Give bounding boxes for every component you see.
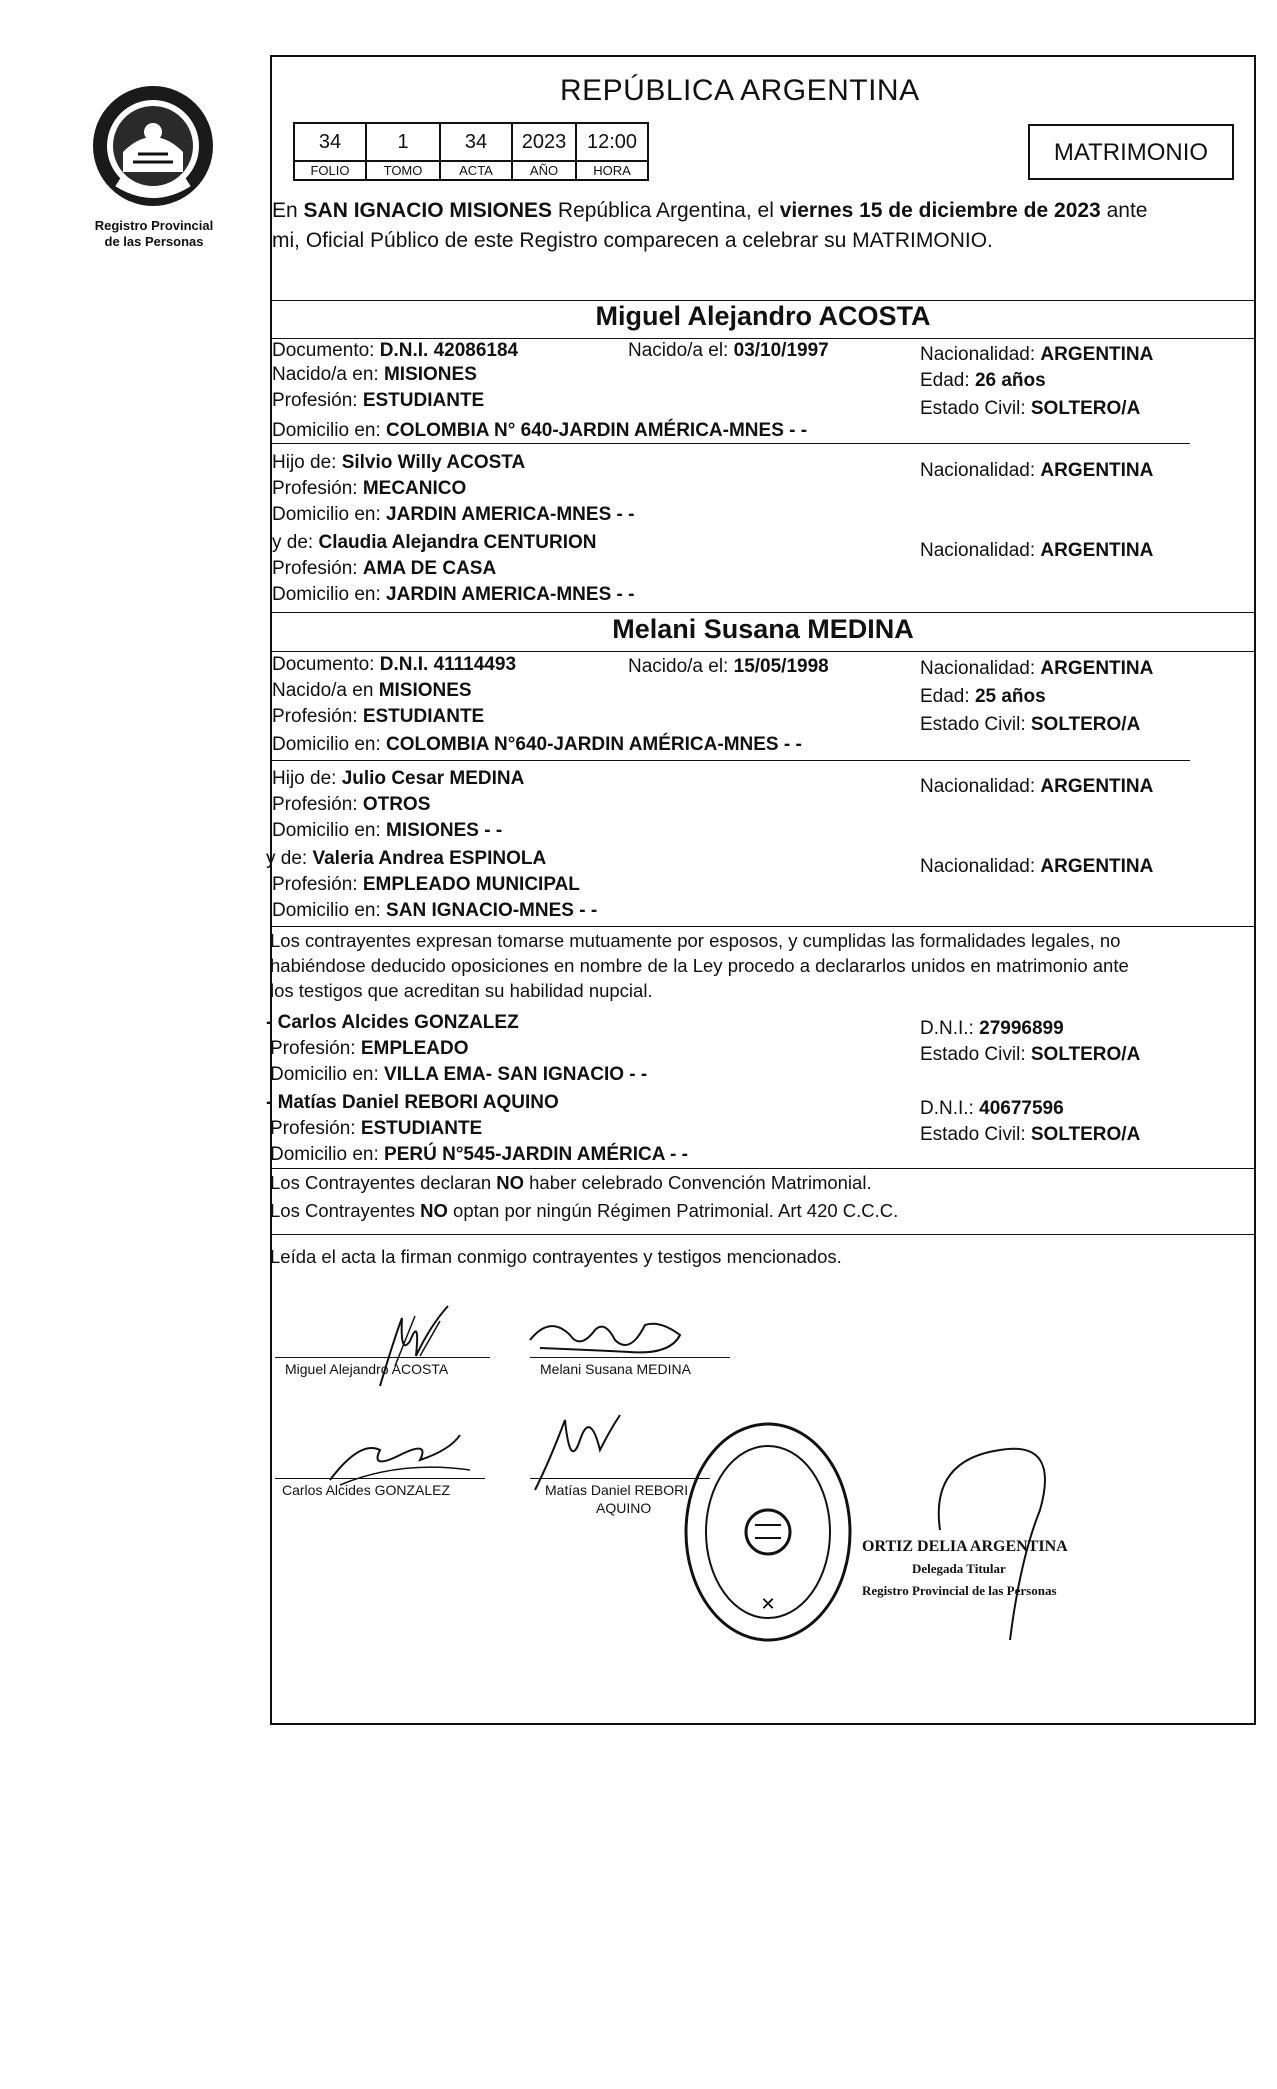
registry-logo bbox=[78, 82, 228, 217]
field-value: 25 años bbox=[974, 686, 1046, 707]
witness2-signature-label-1: Matías Daniel REBORI bbox=[545, 1482, 689, 1498]
page-title: REPÚBLICA ARGENTINA bbox=[560, 74, 920, 107]
field-value: ARGENTINA bbox=[1040, 658, 1154, 679]
hora-label: HORA bbox=[576, 161, 648, 180]
field-label: Profesión: bbox=[272, 794, 363, 815]
bride-mother-nat bbox=[920, 854, 1153, 879]
text-bold: NO bbox=[420, 1200, 448, 1221]
field-label: Hijo de: bbox=[272, 768, 342, 789]
witness1-prof bbox=[270, 1036, 469, 1061]
bride-born bbox=[628, 654, 829, 679]
field-label: Nacionalidad: bbox=[920, 460, 1041, 481]
witness1-dni bbox=[920, 1016, 1064, 1041]
field-value: SOLTERO/A bbox=[1030, 1044, 1141, 1065]
field-label: Estado Civil: bbox=[920, 1124, 1031, 1145]
field-label: Domicilio en: bbox=[272, 734, 387, 755]
text-bold: NO bbox=[496, 1172, 524, 1193]
logo-label-line2: de las Personas bbox=[104, 234, 204, 249]
field-label: Domicilio en: bbox=[272, 900, 387, 921]
field-label: Nacido/a en: bbox=[272, 364, 384, 385]
field-value: Julio Cesar MEDINA bbox=[341, 768, 525, 789]
field-label: Domicilio en: bbox=[272, 584, 387, 605]
declaration-line3: los testigos que acreditan su habilidad nupcial. bbox=[270, 980, 653, 1001]
witness2-signature-label-2: AQUINO bbox=[596, 1500, 652, 1516]
hora-value: 12:00 bbox=[576, 123, 648, 161]
divider bbox=[270, 443, 1190, 444]
witness2-name bbox=[266, 1090, 559, 1115]
field-value: SOLTERO/A bbox=[1030, 1124, 1141, 1145]
text: haber celebrado Convención Matrimonial. bbox=[524, 1172, 872, 1193]
field-value: JARDIN AMERICA-MNES - - bbox=[386, 584, 635, 605]
field-value: ESTUDIANTE bbox=[362, 390, 485, 411]
text: Los Contrayentes declaran bbox=[270, 1172, 497, 1193]
field-label: Nacionalidad: bbox=[920, 856, 1041, 877]
bride-father-addr bbox=[272, 818, 502, 843]
field-label: D.N.I.: bbox=[920, 1098, 980, 1119]
field-label: y de: bbox=[266, 848, 313, 869]
declaration-line2: habiéndose deducido oposiciones en nombre de la Ley procedo a declararlos unidos en matrimonio ante bbox=[270, 955, 1129, 976]
divider bbox=[270, 926, 1256, 927]
witness2-prof bbox=[270, 1116, 482, 1141]
field-value: - Matías Daniel REBORI AQUINO bbox=[266, 1092, 559, 1113]
field-value: ESTUDIANTE bbox=[360, 1118, 483, 1139]
field-label: Nacido/a el: bbox=[628, 340, 734, 361]
signature-line bbox=[530, 1357, 730, 1358]
officer-block bbox=[862, 1536, 1068, 1602]
bride-father-prof bbox=[272, 792, 430, 817]
registry-table bbox=[293, 122, 649, 181]
field-value: D.N.I. 42086184 bbox=[379, 340, 519, 361]
intro-line1 bbox=[272, 196, 1252, 226]
field-label: Edad: bbox=[920, 686, 975, 707]
text: optan por ningún Régimen Patrimonial. Art 420 C.C.C. bbox=[447, 1200, 899, 1221]
field-value: ESTUDIANTE bbox=[362, 706, 485, 727]
official-stamp-icon bbox=[680, 1420, 860, 1650]
convention-line1 bbox=[270, 1170, 872, 1195]
witness1-signature-label: Carlos Alcides GONZALEZ bbox=[282, 1482, 451, 1498]
intro-paragraph bbox=[272, 196, 1252, 256]
bride-mother-addr bbox=[272, 898, 597, 923]
divider bbox=[270, 1234, 1256, 1235]
groom-father bbox=[272, 450, 525, 475]
field-value: SOLTERO/A bbox=[1030, 714, 1141, 735]
witness1-addr bbox=[270, 1062, 647, 1087]
field-label: Domicilio en: bbox=[272, 420, 387, 441]
field-value: ARGENTINA bbox=[1040, 460, 1154, 481]
field-label: Profesión: bbox=[270, 1038, 361, 1059]
divider bbox=[270, 760, 1190, 761]
tomo-label: TOMO bbox=[366, 161, 440, 180]
field-label: Documento: bbox=[272, 340, 380, 361]
field-value: EMPLEADO MUNICIPAL bbox=[362, 874, 580, 895]
field-label: Profesión: bbox=[272, 558, 363, 579]
declaration-paragraph bbox=[270, 928, 1256, 1003]
intro-place: SAN IGNACIO MISIONES bbox=[303, 199, 553, 222]
field-label: Nacido/a en bbox=[272, 680, 379, 701]
groom-nat bbox=[920, 342, 1153, 367]
field-label: Edad: bbox=[920, 370, 975, 391]
groom-name-header: Miguel Alejandro ACOSTA bbox=[595, 301, 931, 331]
field-value: ARGENTINA bbox=[1040, 776, 1154, 797]
groom-mother-prof bbox=[272, 556, 496, 581]
field-value: MECANICO bbox=[362, 478, 467, 499]
intro-text-a: En bbox=[272, 199, 304, 222]
officer-name: ORTIZ DELIA ARGENTINA bbox=[862, 1538, 1068, 1555]
groom-prof bbox=[272, 388, 484, 413]
divider bbox=[270, 612, 1256, 613]
witness2-addr bbox=[270, 1142, 688, 1167]
declaration-line1: Los contrayentes expresan tomarse mutuamente por esposos, y cumplidas las formalidades legales, no bbox=[270, 930, 1121, 951]
field-label: Nacionalidad: bbox=[920, 344, 1041, 365]
field-value: 15/05/1998 bbox=[733, 656, 829, 677]
field-label: D.N.I.: bbox=[920, 1018, 980, 1039]
folio-value: 34 bbox=[294, 123, 366, 161]
bride-civil bbox=[920, 712, 1140, 737]
bride-father bbox=[272, 766, 524, 791]
logo-label-line1: Registro Provincial bbox=[94, 218, 214, 233]
groom-signature-label: Miguel Alejandro ACOSTA bbox=[285, 1361, 449, 1377]
field-value: AMA DE CASA bbox=[362, 558, 497, 579]
anio-value: 2023 bbox=[512, 123, 576, 161]
witness1-name bbox=[266, 1010, 519, 1035]
bride-birthplace bbox=[272, 678, 472, 703]
field-label: Profesión: bbox=[270, 1118, 361, 1139]
groom-addr bbox=[272, 418, 807, 443]
field-value: D.N.I. 41114493 bbox=[379, 654, 517, 675]
signature-line bbox=[275, 1357, 490, 1358]
intro-line2: mi, Oficial Público de este Registro comparecen a celebrar su MATRIMONIO. bbox=[272, 229, 993, 252]
groom-age bbox=[920, 368, 1046, 393]
bride-addr bbox=[272, 732, 802, 757]
convention-line2 bbox=[270, 1198, 898, 1223]
field-value: - Carlos Alcides GONZALEZ bbox=[266, 1012, 519, 1033]
field-value: Silvio Willy ACOSTA bbox=[341, 452, 526, 473]
field-value: Claudia Alejandra CENTURION bbox=[318, 532, 597, 553]
field-value: 26 años bbox=[974, 370, 1046, 391]
field-value: SOLTERO/A bbox=[1030, 398, 1141, 419]
divider bbox=[270, 1168, 1256, 1169]
field-value: ARGENTINA bbox=[1040, 856, 1154, 877]
field-value: EMPLEADO bbox=[360, 1038, 469, 1059]
closing-text: Leída el acta la firman conmigo contrayentes y testigos mencionados. bbox=[270, 1246, 842, 1267]
field-label: Estado Civil: bbox=[920, 398, 1031, 419]
groom-doc bbox=[272, 338, 518, 363]
groom-mother-addr bbox=[272, 582, 634, 607]
bride-doc bbox=[272, 652, 516, 677]
text: Los Contrayentes bbox=[270, 1200, 421, 1221]
bride-name-header: Melani Susana MEDINA bbox=[612, 614, 914, 644]
field-value: OTROS bbox=[362, 794, 431, 815]
field-value: ARGENTINA bbox=[1040, 344, 1154, 365]
field-value: 40677596 bbox=[979, 1098, 1064, 1119]
anio-label: AÑO bbox=[512, 161, 576, 180]
witness1-signature-icon bbox=[320, 1400, 480, 1490]
bride-father-nat bbox=[920, 774, 1153, 799]
field-value: SAN IGNACIO-MNES - - bbox=[386, 900, 598, 921]
field-label: Nacionalidad: bbox=[920, 776, 1041, 797]
field-label: Domicilio en: bbox=[272, 504, 387, 525]
field-label: Profesión: bbox=[272, 874, 363, 895]
field-value: MISIONES - - bbox=[386, 820, 503, 841]
field-value: 27996899 bbox=[979, 1018, 1064, 1039]
field-label: Documento: bbox=[272, 654, 380, 675]
groom-mother-nat bbox=[920, 538, 1153, 563]
acta-value: 34 bbox=[440, 123, 512, 161]
groom-civil bbox=[920, 396, 1140, 421]
field-label: Profesión: bbox=[272, 390, 363, 411]
officer-role: Delegada Titular bbox=[912, 1561, 1006, 1576]
field-value: Valeria Andrea ESPINOLA bbox=[312, 848, 547, 869]
groom-born bbox=[628, 338, 829, 363]
intro-date: viernes 15 de diciembre de 2023 bbox=[779, 199, 1101, 222]
signature-line bbox=[275, 1478, 485, 1479]
field-label: Profesión: bbox=[272, 478, 363, 499]
groom-signature-icon bbox=[340, 1296, 490, 1406]
bride-age bbox=[920, 684, 1046, 709]
witness2-civil bbox=[920, 1122, 1140, 1147]
field-value: ARGENTINA bbox=[1040, 540, 1154, 561]
groom-father-prof bbox=[272, 476, 466, 501]
field-value: VILLA EMA- SAN IGNACIO - - bbox=[384, 1064, 648, 1085]
bride-mother-prof bbox=[272, 872, 580, 897]
folio-label: FOLIO bbox=[294, 161, 366, 180]
field-value: MISIONES bbox=[378, 680, 472, 701]
officer-signature-icon bbox=[920, 1400, 1080, 1650]
groom-father-addr bbox=[272, 502, 634, 527]
field-label: Domicilio en: bbox=[270, 1064, 385, 1085]
groom-father-nat bbox=[920, 458, 1153, 483]
field-value: PERÚ N°545-JARDIN AMÉRICA - - bbox=[384, 1144, 688, 1165]
witness2-dni bbox=[920, 1096, 1064, 1121]
field-value: JARDIN AMERICA-MNES - - bbox=[386, 504, 635, 525]
field-label: Domicilio en: bbox=[270, 1144, 385, 1165]
tomo-value: 1 bbox=[366, 123, 440, 161]
record-type-box: MATRIMONIO bbox=[1028, 124, 1234, 180]
field-label: Estado Civil: bbox=[920, 714, 1031, 735]
field-value: 03/10/1997 bbox=[733, 340, 829, 361]
bride-mother bbox=[266, 846, 546, 871]
misiones-seal-icon bbox=[78, 82, 228, 212]
groom-mother bbox=[272, 530, 597, 555]
field-value: COLOMBIA N°640-JARDIN AMÉRICA-MNES - - bbox=[386, 734, 802, 755]
field-value: COLOMBIA N° 640-JARDIN AMÉRICA-MNES - - bbox=[386, 420, 808, 441]
field-label: y de: bbox=[272, 532, 319, 553]
field-label: Hijo de: bbox=[272, 452, 342, 473]
officer-office: Registro Provincial de las Personas bbox=[862, 1583, 1057, 1598]
svg-text:✕: ✕ bbox=[760, 1594, 776, 1614]
field-label: Domicilio en: bbox=[272, 820, 387, 841]
field-label: Nacionalidad: bbox=[920, 658, 1041, 679]
witness1-civil bbox=[920, 1042, 1140, 1067]
bride-signature-label: Melani Susana MEDINA bbox=[540, 1361, 691, 1377]
field-label: Nacionalidad: bbox=[920, 540, 1041, 561]
groom-birthplace bbox=[272, 362, 477, 387]
acta-label: ACTA bbox=[440, 161, 512, 180]
field-label: Nacido/a el: bbox=[628, 656, 734, 677]
field-label: Estado Civil: bbox=[920, 1044, 1031, 1065]
field-value: MISIONES bbox=[383, 364, 477, 385]
field-label: Profesión: bbox=[272, 706, 363, 727]
bride-nat bbox=[920, 656, 1153, 681]
bride-prof bbox=[272, 704, 484, 729]
intro-text-b: República Argentina, el bbox=[552, 199, 780, 222]
registry-logo-label bbox=[78, 218, 230, 250]
intro-text-c: ante bbox=[1100, 199, 1148, 222]
